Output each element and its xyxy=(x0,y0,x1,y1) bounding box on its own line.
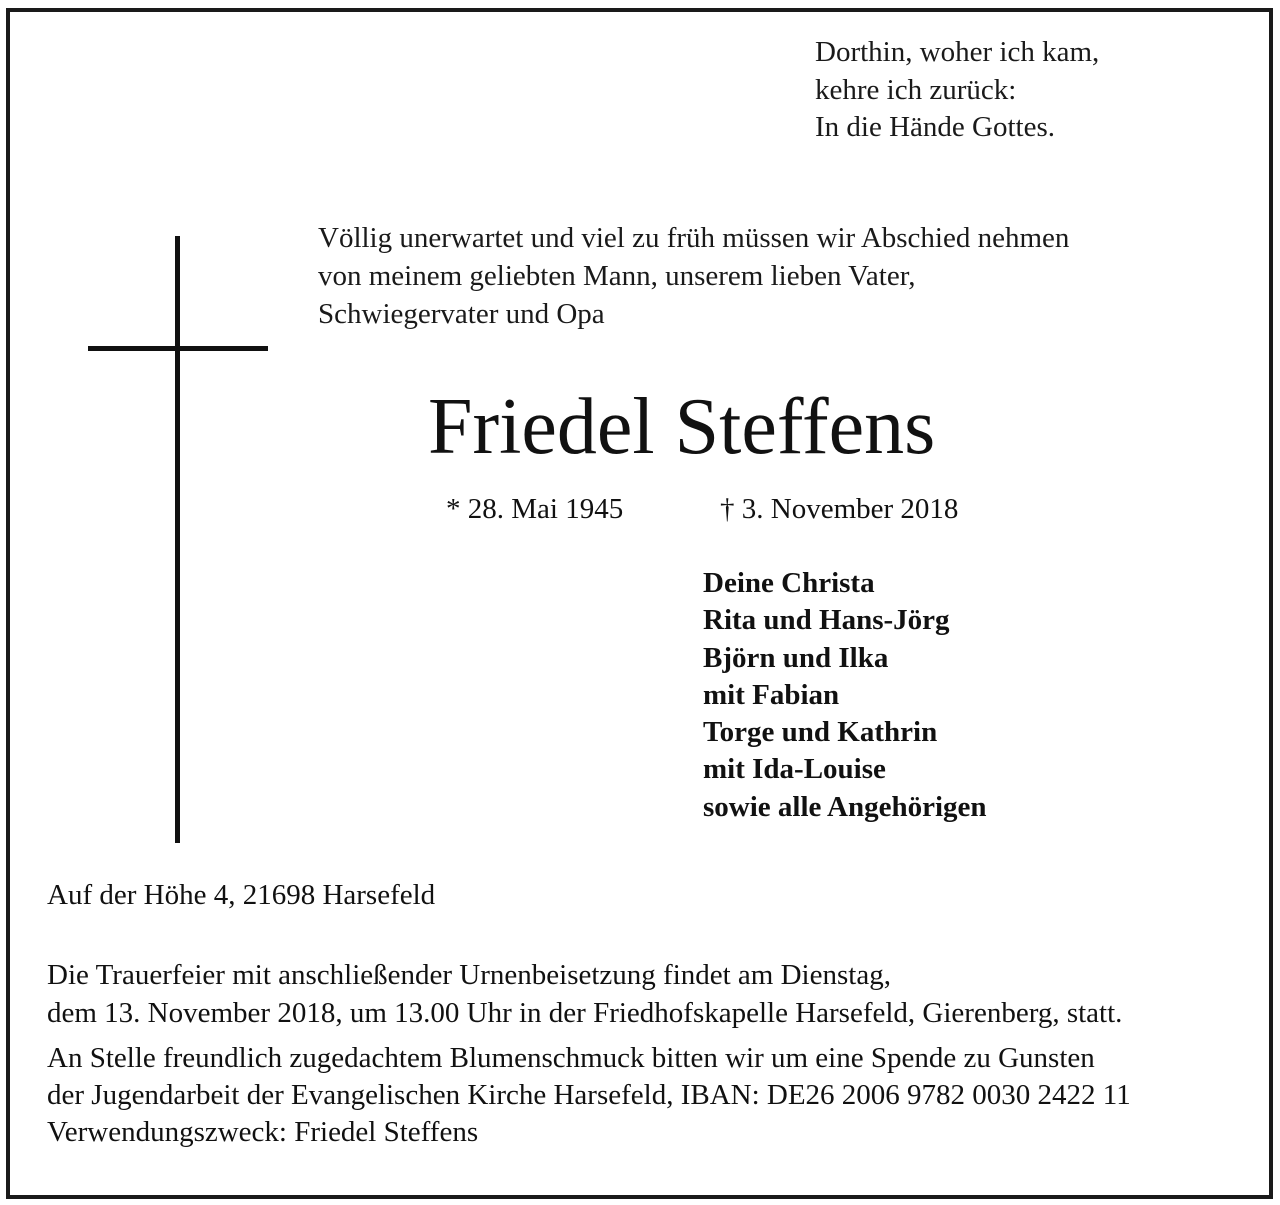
family-member: Deine Christa xyxy=(703,567,875,599)
cross-icon xyxy=(175,236,180,843)
death-date: † 3. November 2018 xyxy=(720,493,959,525)
cross-icon-crossbar xyxy=(88,346,268,351)
deceased-name: Friedel Steffens xyxy=(428,383,936,471)
family-member: Torge und Kathrin xyxy=(703,716,938,749)
ceremony-info: Die Trauerfeier mit anschließender Urnenbeisetzung findet am Dienstag, dem 13. November 2018, um 13.00 Uhr in der Friedhofskapelle Harsefeld, Gierenberg, statt. xyxy=(47,959,1123,1029)
donation-info: An Stelle freundlich zugedachtem Blumenschmuck bitten wir um eine Spende zu Gunsten der Jugendarbeit der Evangelischen Kirche Harsefeld, IBAN: DE26 2006 9782 0030 2422 11 Verwendungszweck: Friedel Steffens xyxy=(47,1042,1131,1148)
intro-text: Völlig unerwartet und viel zu früh müssen wir Abschied nehmen von meinem geliebten Mann, unserem lieben Vater, Schwiegervater und Opa xyxy=(318,222,1070,330)
family-member: Björn und Ilka xyxy=(703,641,889,674)
family-list xyxy=(703,565,987,826)
motto-verse: Dorthin, woher ich kam, kehre ich zurück: In die Hände Gottes. xyxy=(815,36,1100,143)
family-member: mit Fabian xyxy=(703,678,840,711)
family-member: sowie alle Angehörigen xyxy=(703,790,987,823)
family-member: Rita und Hans-Jörg xyxy=(703,604,950,637)
birth-date: * 28. Mai 1945 xyxy=(446,493,624,525)
address: Auf der Höhe 4, 21698 Harsefeld xyxy=(47,879,436,911)
family-member: mit Ida-Louise xyxy=(703,753,886,786)
